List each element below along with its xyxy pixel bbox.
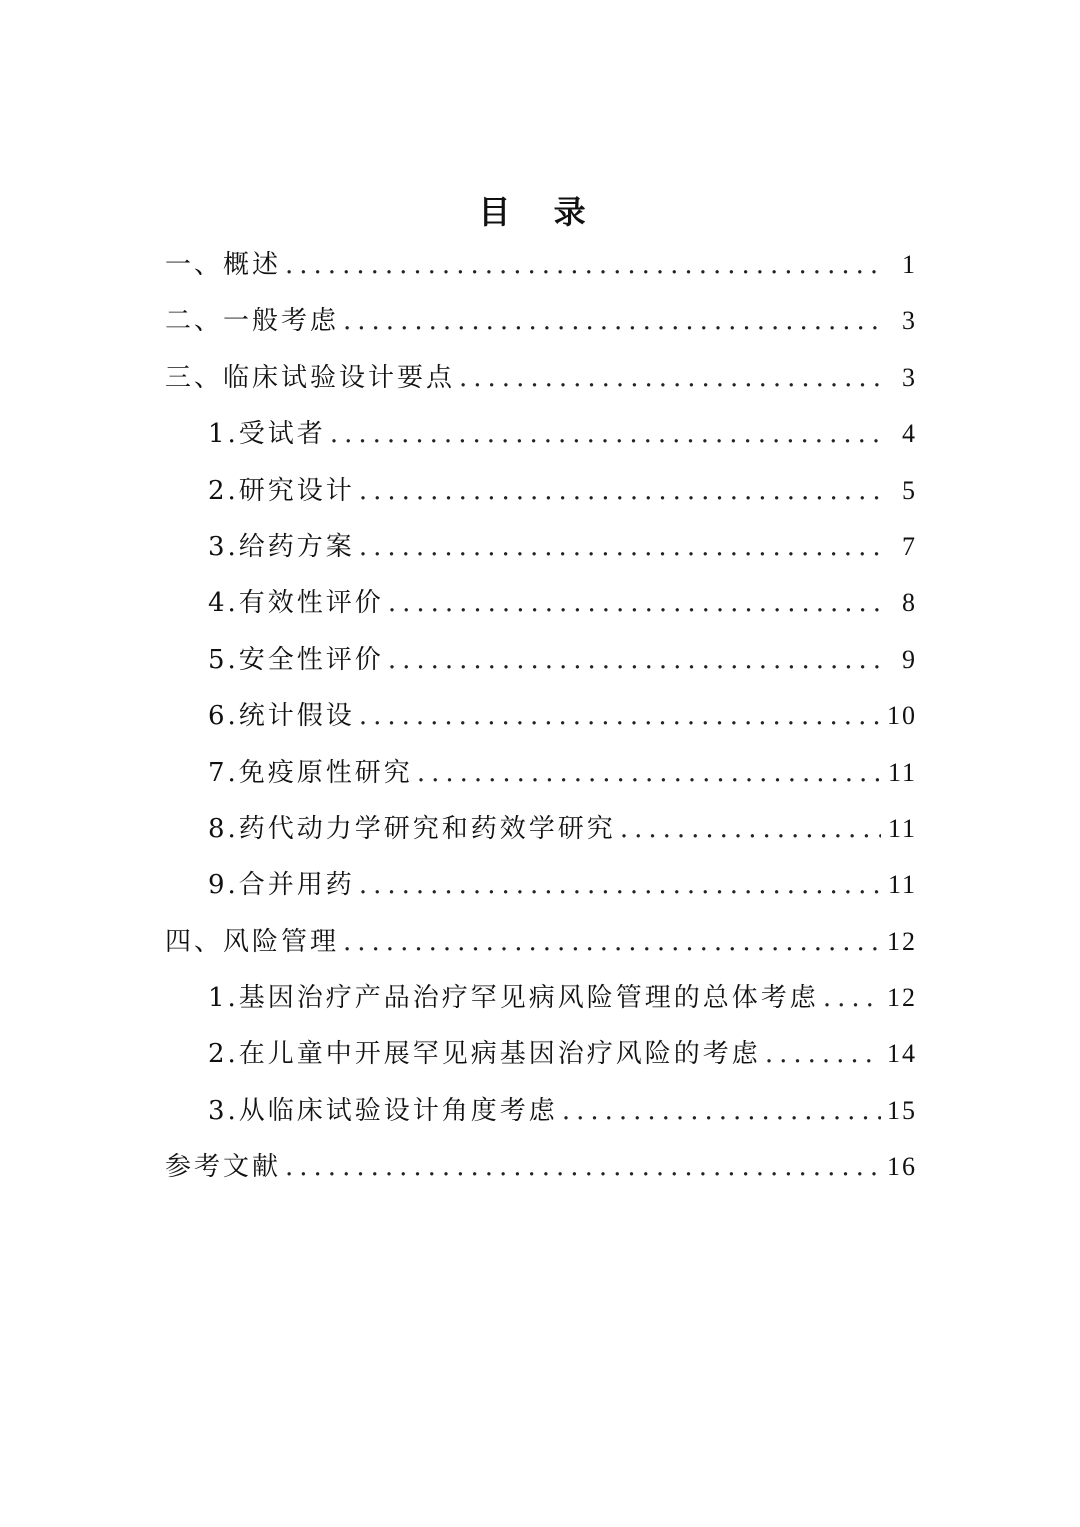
toc-entry-pediatric-risk-considerations[interactable] [165,1026,917,1082]
toc-entry-label: 2.研究设计 [208,475,355,506]
toc-entry-page-number: 11 [887,870,917,900]
toc-entry-study-design[interactable] [165,463,917,519]
toc-entry-label: 1.基因治疗产品治疗罕见病风险管理的总体考虑 [208,983,819,1014]
toc-entry-label: 参考文献 [165,1152,282,1183]
toc-entry-trial-design-perspective[interactable] [165,1083,917,1139]
toc-entry-label: 四、风险管理 [165,926,340,957]
dot-leader [343,914,881,970]
toc-entry-page-number: 1 [902,250,917,279]
toc-entry-statistical-hypothesis[interactable] [165,688,917,744]
dot-leader [359,688,881,744]
toc-title: 目 录 [478,193,602,231]
toc-entry-page-number: 12 [887,983,917,1013]
toc-entry-overview[interactable] [165,237,917,293]
toc-entry-page-number: 8 [902,588,917,618]
dot-leader [620,801,881,857]
toc-entry-page-number: 7 [902,531,917,561]
toc-entry-label: 2.在儿童中开展罕见病基因治疗风险的考虑 [208,1039,761,1070]
toc-entry-label: 3.给药方案 [208,531,355,562]
toc-entry-page-number: 12 [887,926,917,956]
toc-entry-trial-design-points[interactable] [165,350,917,406]
toc-entry-label: 一、概述 [165,250,282,280]
toc-entry-efficacy-evaluation[interactable] [165,575,917,631]
toc-entry-page-number: 15 [887,1095,917,1125]
toc-entry-page-number: 16 [887,1152,917,1182]
dot-leader [765,1026,881,1082]
toc-entry-immunogenicity-study[interactable] [165,745,917,801]
dot-leader [459,350,881,406]
toc-entry-page-number: 14 [887,1039,917,1069]
dot-leader [359,857,881,913]
dot-leader [388,575,881,631]
toc-entry-label: 二、一般考虑 [165,306,340,337]
toc-entry-page-number: 3 [902,362,917,392]
dot-leader [562,1083,881,1139]
dot-leader [330,406,881,462]
toc-entry-general-considerations[interactable] [165,293,917,349]
toc-entry-page-number: 5 [902,475,917,505]
toc-entry-page-number: 3 [902,306,917,336]
toc-entry-label: 3.从临床试验设计角度考虑 [208,1095,558,1126]
toc-entry-references[interactable] [165,1139,917,1195]
toc-entry-label: 9.合并用药 [208,870,355,901]
toc-entry-label: 1.受试者 [208,419,326,450]
dot-leader [823,970,881,1026]
toc-entry-page-number: 10 [887,701,917,731]
toc-entry-safety-evaluation[interactable] [165,632,917,688]
toc-entry-label: 8.药代动力学研究和药效学研究 [208,813,616,844]
toc-entry-overall-risk-considerations[interactable] [165,970,917,1026]
dot-leader [359,519,881,575]
toc-entry-risk-management[interactable] [165,914,917,970]
toc-entry-page-number: 9 [902,644,917,674]
toc-entry-page-number: 11 [887,813,917,843]
toc-entry-page-number: 4 [902,419,917,449]
dot-leader [417,745,881,801]
toc-entry-dosing-regimen[interactable] [165,519,917,575]
table-of-contents [165,237,917,1196]
toc-entry-subjects[interactable] [165,406,917,462]
toc-entry-label: 7.免疫原性研究 [208,757,413,788]
toc-entry-concomitant-medication[interactable] [165,857,917,913]
toc-entry-page-number: 11 [887,757,917,787]
toc-entry-label: 三、临床试验设计要点 [165,362,456,393]
toc-entry-label: 5.安全性评价 [208,644,384,675]
dot-leader [343,293,881,349]
dot-leader [285,1139,881,1195]
dot-leader [359,463,881,519]
dot-leader [388,632,881,688]
toc-entry-label: 6.统计假设 [208,701,355,732]
toc-entry-pk-pd-study[interactable] [165,801,917,857]
dot-leader [285,237,881,293]
toc-entry-label: 4.有效性评价 [208,588,384,619]
